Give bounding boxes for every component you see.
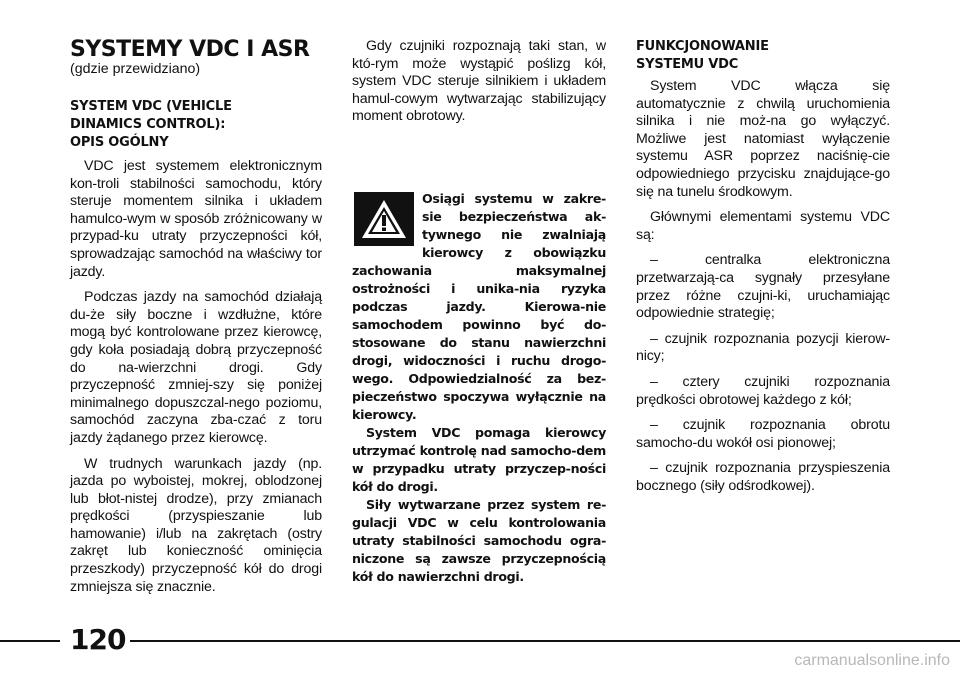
warning-text-responsibility: Osiągi systemu w zakre-sie bezpieczeństwa ak-tywnego nie zwalniają kierowcy z obowiązku zachowania maksymalnej ostrożności i unika-nia ryzyka podczas jazdy. Kierowa-nie samochodem powinno być do-stosowane do stanu nawierzchni drogi, widoczności i ruchu drogo-wego. Odpowiedzialność za bez-pieczeństwo spoczywa wyłącznie na kierowcy. [352,191,606,422]
list-item-steering-sensor: – czujnik rozpoznania pozycji kierow-nicy; [636,330,890,365]
section-heading-functioning-line-2: SYSTEMU VDC [636,57,739,72]
page-number: 120 [70,623,126,656]
list-item-wheel-speed-sensors: – cztery czujniki rozpoznania prędkości obrotowej każdego z kół; [636,373,890,408]
page-title: SYSTEMY VDC I ASR [70,37,310,62]
list-item-lateral-acceleration-sensor: – czujnik rozpoznania przyspieszenia bocznego (siły odśrodkowej). [636,460,890,494]
footer-rule-left [0,640,60,642]
warning-text-vdc-helps: System VDC pomaga kierowcy utrzymać kontrolę nad samocho-dem w przypadku utraty przyczep-ności kół do drogi. [352,425,606,494]
warning-box [352,190,606,586]
footer-rule-right [130,640,960,642]
column-1 [70,98,322,596]
page-subtitle: (gdzie przewidziano) [70,61,201,77]
warning-triangle-icon [354,192,414,246]
section-heading-functioning-line-1: FUNKCJONOWANIE [636,39,769,54]
paragraph-vdc-intro: VDC jest systemem elektronicznym kon-troli stabilności samochodu, który steruje momentem silnika i układem hamulco-wym w sposób zróżnicowany w przypad-ku utraty przyczepności kół, sprowadzając samochód na właściwy tor jazdy. [70,158,322,280]
list-item-yaw-sensor: – czujnik rozpoznania obrotu samocho-du wokół osi pionowej; [636,417,890,451]
list-item-control-unit: – centralka elektroniczna przetwarzają-ca sygnały przesyłane przez różne czujni-ki, uruchamiając odpowiednie strategię; [636,252,890,322]
section-heading-vdc-line-3: OPIS OGÓLNY [70,135,169,150]
watermark: carmanualsonline.info [794,652,950,669]
paragraph-vdc-activation: System VDC włącza się automatycznie z chwilą uruchomienia silnika i nie moż-na go wyłączyć. Możliwe jest natomiast wyłączenie systemu ASR poprzez naciśnię-cie odpowiedniego przycisku znajdujące-go się na tunelu środkowym. [636,78,890,200]
paragraph-sensors: Gdy czujniki rozpoznają taki stan, w któ-rym może wystąpić poślizg kół, system VDC steruje silnikiem i układem hamul-cowym wytwarzając stabilizujący moment obrotowy. [352,38,606,125]
warning-text-vdc-forces: Siły wytwarzane przez system re-gulacji VDC w celu kontrolowania utraty stabilności samochodu ogra-niczone są zawsze przyczepnością kół do nawierzchni drogi. [352,497,606,584]
paragraph-difficult-conditions: W trudnych warunkach jazdy (np. jazda po wyboistej, mokrej, oblodzonej lub błot-nistej drodze), przy zmianach prędkości (przyspieszanie lub hamowanie) i/lub na zakrętach (ostry zakręt lub konieczność ominięcia przeszkody) przyczepność kół do drogi zmniejsza się znacznie. [70,455,322,595]
column-2 [352,38,606,126]
section-heading-vdc-line-1: SYSTEM VDC (VEHICLE [70,99,232,114]
paragraph-forces: Podczas jazdy na samochód działają du-że siły boczne i wzdłużne, które mogą być kontrolowane przez kierowcę, gdy koła posiadają dobrą przyczepność do na-wierzchni drogi. Gdy przyczepność zmniej-szy się poniżej minimalnego dopuszczal-nego poziomu, samochód zaczyna zba-czać z toru jazdy żądanego przez kierowcę. [70,289,322,446]
section-heading-vdc-line-2: DINAMICS CONTROL): [70,117,226,132]
paragraph-main-elements: Głównymi elementami systemu VDC są: [636,209,890,243]
column-3 [636,38,890,495]
